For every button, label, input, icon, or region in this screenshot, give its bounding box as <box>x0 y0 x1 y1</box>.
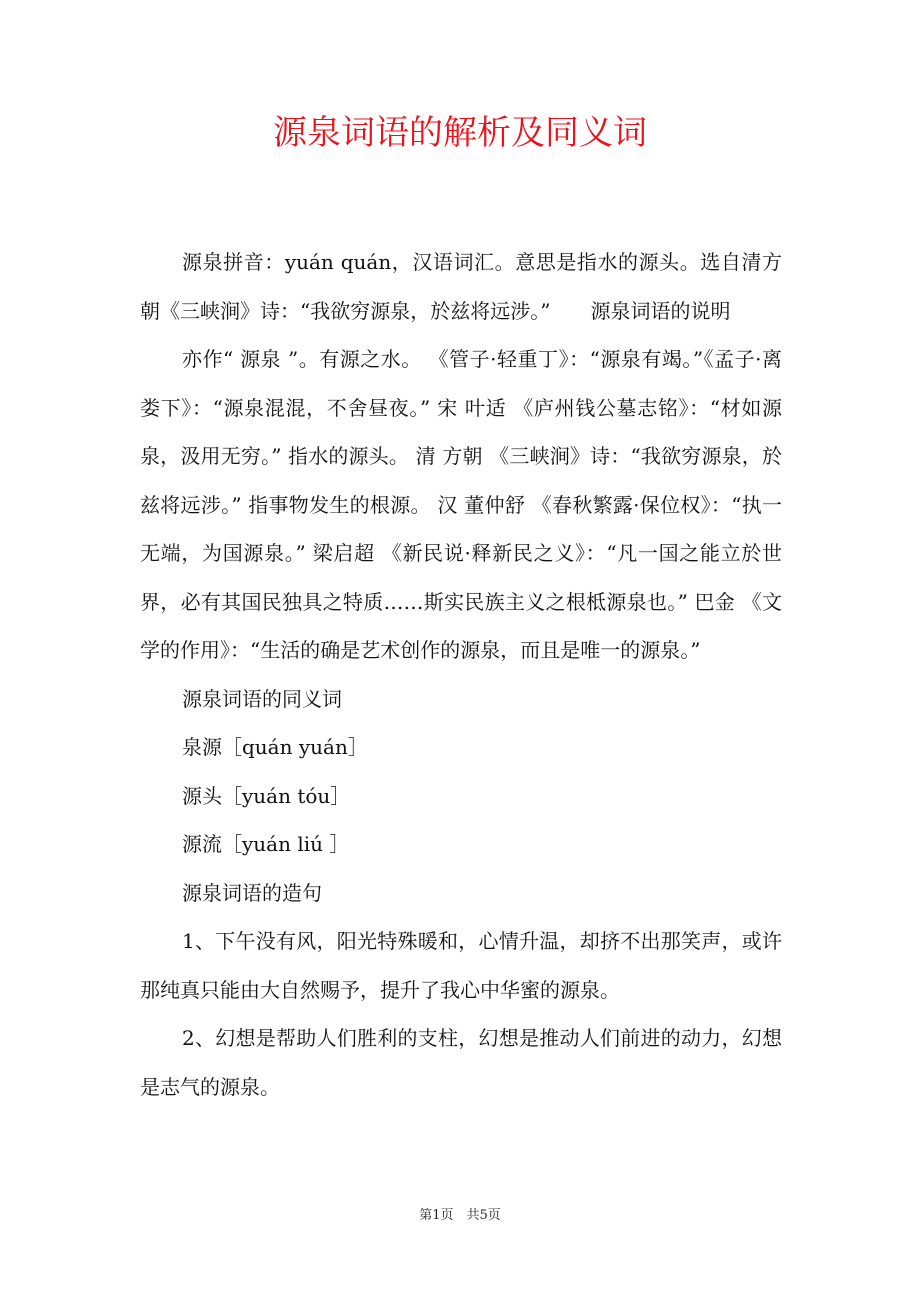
synonym-item: 源流［yuán liú ］ <box>182 832 350 856</box>
paragraph-intro: 源泉拼音：yuán quán，汉语词汇。意思是指水的源头。选自清方朝《三峡涧》诗：“我欲穷源泉，於兹将远涉。” 源泉词语的说明 <box>140 250 782 323</box>
synonym-item: 泉源［quán yuán］ <box>182 735 368 759</box>
example-sentence: 2、幻想是帮助人们胜利的支柱，幻想是推动人们前进的动力，幻想是志气的源泉。 <box>140 1026 782 1099</box>
document-title: 源泉词语的解析及同义词 <box>273 113 647 153</box>
page-footer: 第1页 共5页 <box>419 1208 501 1223</box>
document-body <box>140 238 782 1111</box>
paragraph-explanation: 亦作“ 源泉 ”。有源之水。 《管子·轻重丁》：“源泉有竭。”《孟子·离娄下》：“源泉混混，不舍昼夜。” 宋 叶适 《庐州钱公墓志铭》：“材如源泉，汲用无穷。” 指水的源头。 清 方朝 《三峡涧》诗：“我欲穷源泉，於兹将远涉。” 指事物发生的根源。 汉 董仲舒 《春秋繁露·保位权》：“执一无端，为国源泉。” 梁启超 《新民说·释新民之义》：“凡一国之能立於世界，必有其国民独具之特质……斯实民族主义之根柢源泉也。” 巴金 《文学的作用》：“生活的确是艺术创作的源泉，而且是唯一的源泉。” <box>140 347 782 662</box>
synonym-item: 源头［yuán tóu］ <box>182 783 351 808</box>
example-sentence: 1、下午没有风，阳光特殊暖和，心情升温，却挤不出那笑声，或许那纯真只能由大自然赐予，提升了我心中华蜜的源泉。 <box>140 929 782 1002</box>
heading-sentences: 源泉词语的造句 <box>182 880 322 905</box>
heading-synonyms: 源泉词语的同义词 <box>182 686 342 711</box>
